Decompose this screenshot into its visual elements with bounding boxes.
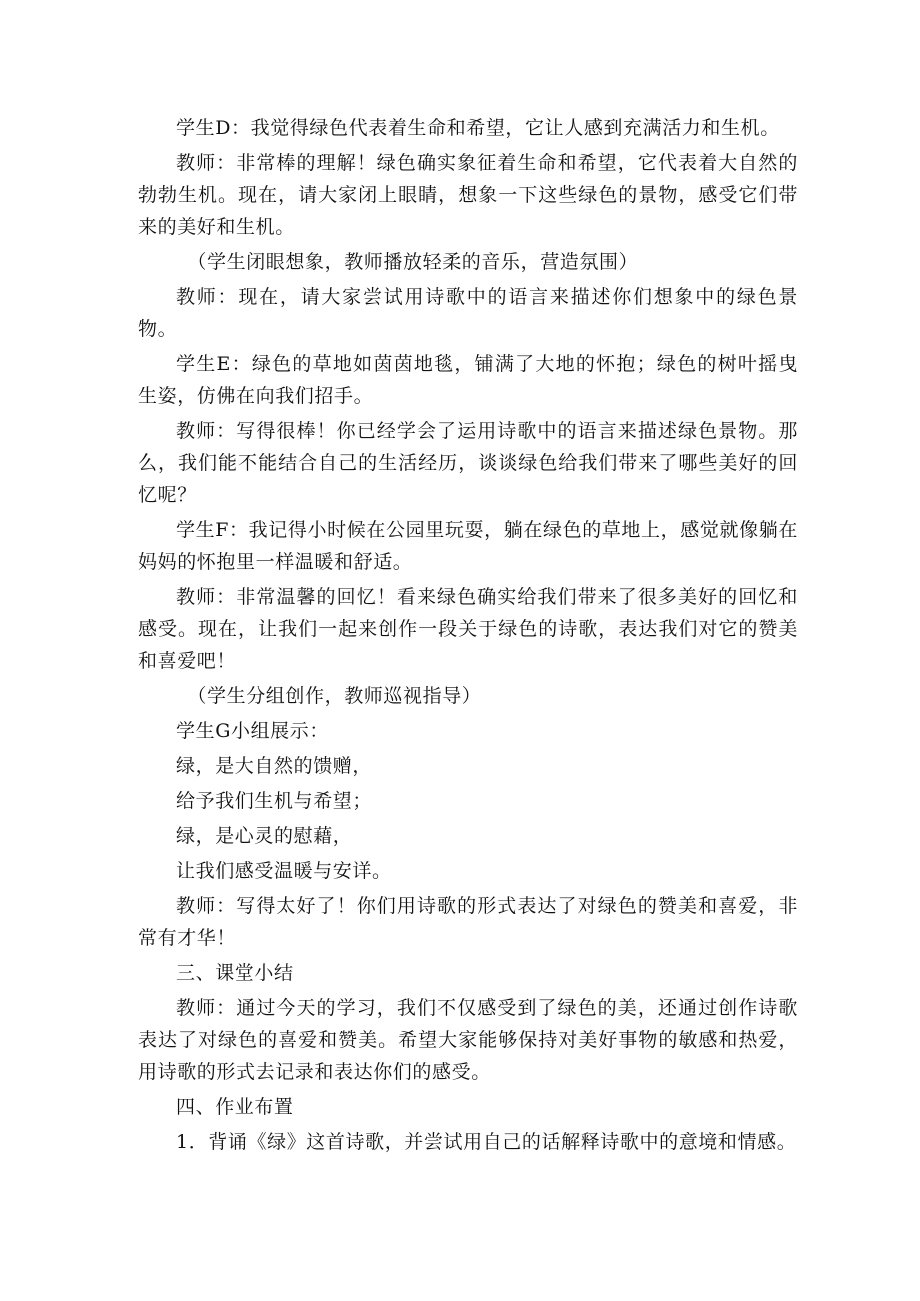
paragraph-teacher-summary: 教师：通过今天的学习，我们不仅感受到了绿色的美，还通过创作诗歌表达了对绿色的喜爱和赞美。希望大家能够保持对美好事物的敏感和热爱，用诗歌的形式去记录和表达你们的感受。 xyxy=(138,997,798,1083)
paragraph-group-g-intro: 学生G小组展示： xyxy=(176,720,329,742)
paragraph-student-e: 学生E：绿色的草地如茵茵地毯，铺满了大地的怀抱；绿色的树叶摇曳生姿，仿佛在向我们招手。 xyxy=(138,353,798,407)
paragraph-teacher-2: 教师：现在，请大家尝试用诗歌中的语言来描述你们想象中的绿色景物。 xyxy=(138,286,798,340)
paragraph-stage-direction-2: （学生分组创作，教师巡视指导） xyxy=(187,685,482,707)
paragraph-teacher-4: 教师：非常温馨的回忆！看来绿色确实给我们带来了很多美好的回忆和感受。现在，让我们一起来创作一段关于绿色的诗歌，表达我们对它的赞美和喜爱吧！ xyxy=(138,586,798,672)
section-heading-summary: 三、课堂小结 xyxy=(176,962,294,984)
poem-line-3: 绿，是心灵的慰藉， xyxy=(176,825,353,847)
poem-line-2: 给予我们生机与希望； xyxy=(176,790,373,812)
paragraph-student-d: 学生D：我觉得绿色代表着生命和希望，它让人感到充满活力和生机。 xyxy=(176,117,780,139)
paragraph-stage-direction-1: （学生闭眼想象，教师播放轻柔的音乐，营造氛围） xyxy=(187,251,639,273)
homework-item-1: 1．背诵《绿》这首诗歌，并尝试用自己的话解释诗歌中的意境和情感。 xyxy=(176,1131,797,1153)
poem-line-4: 让我们感受温暖与安详。 xyxy=(176,860,392,882)
section-heading-homework: 四、作业布置 xyxy=(176,1096,294,1118)
document-body xyxy=(138,112,798,1161)
paragraph-teacher-1: 教师：非常棒的理解！绿色确实象征着生命和希望，它代表着大自然的勃勃生机。现在，请大家闭上眼睛，想象一下这些绿色的景物，感受它们带来的美好和生机。 xyxy=(138,152,798,238)
paragraph-teacher-5: 教师：写得太好了！你们用诗歌的形式表达了对绿色的赞美和喜爱，非常有才华！ xyxy=(138,895,798,949)
paragraph-student-f: 学生F：我记得小时候在公园里玩耍，躺在绿色的草地上，感觉就像躺在妈妈的怀抱里一样温暖和舒适。 xyxy=(138,519,798,573)
paragraph-teacher-3: 教师：写得很棒！你已经学会了运用诗歌中的语言来描述绿色景物。那么，我们能不能结合自己的生活经历，谈谈绿色给我们带来了哪些美好的回忆呢？ xyxy=(138,420,798,506)
poem-line-1: 绿，是大自然的馈赠， xyxy=(176,755,373,777)
